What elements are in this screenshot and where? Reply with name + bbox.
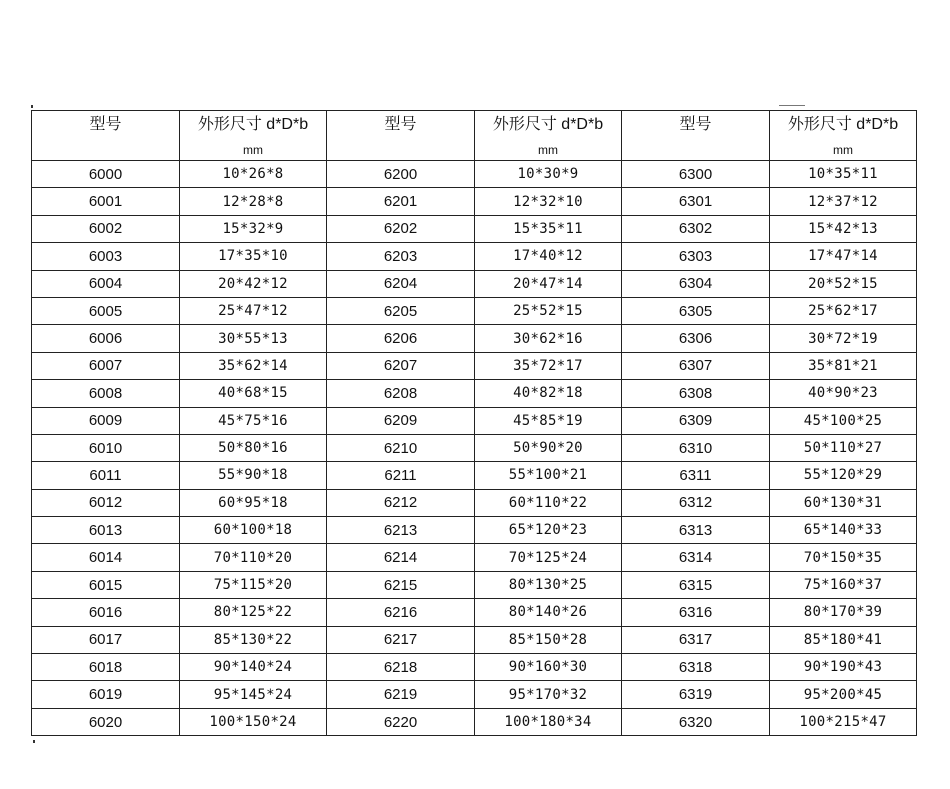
dimension-cell: 15*42*13 — [770, 215, 917, 242]
model-cell: 6307 — [622, 352, 770, 379]
model-cell: 6305 — [622, 297, 770, 324]
dimension-cell: 50*90*20 — [475, 434, 622, 461]
dimension-cell: 10*35*11 — [770, 161, 917, 188]
dimension-cell: 60*100*18 — [180, 517, 327, 544]
model-cell: 6217 — [327, 626, 475, 653]
model-cell: 6016 — [32, 599, 180, 626]
dimension-cell: 35*81*21 — [770, 352, 917, 379]
model-cell: 6309 — [622, 407, 770, 434]
dimension-cell: 40*82*18 — [475, 380, 622, 407]
dimension-cell: 100*215*47 — [770, 708, 917, 735]
dimension-cell: 65*120*23 — [475, 517, 622, 544]
table-row — [32, 681, 917, 708]
dimension-cell: 90*140*24 — [180, 654, 327, 681]
model-cell: 6301 — [622, 188, 770, 215]
dimension-cell: 20*47*14 — [475, 270, 622, 297]
table-row — [32, 489, 917, 516]
model-cell: 6008 — [32, 380, 180, 407]
dimension-cell: 12*32*10 — [475, 188, 622, 215]
table-row — [32, 270, 917, 297]
table-row — [32, 434, 917, 461]
model-cell: 6010 — [32, 434, 180, 461]
dimension-cell: 35*72*17 — [475, 352, 622, 379]
model-cell: 6205 — [327, 297, 475, 324]
table-row — [32, 626, 917, 653]
dimension-cell: 100*180*34 — [475, 708, 622, 735]
table-row — [32, 544, 917, 571]
unit-label: mm — [243, 143, 263, 157]
model-cell: 6214 — [327, 544, 475, 571]
dimension-cell: 75*115*20 — [180, 571, 327, 598]
model-cell: 6206 — [327, 325, 475, 352]
dimension-cell: 85*130*22 — [180, 626, 327, 653]
unit-label: mm — [833, 143, 853, 157]
model-cell: 6218 — [327, 654, 475, 681]
dimension-cell: 12*28*8 — [180, 188, 327, 215]
dimension-cell: 50*110*27 — [770, 434, 917, 461]
dimension-cell: 55*120*29 — [770, 462, 917, 489]
dimension-cell: 70*110*20 — [180, 544, 327, 571]
dimension-cell: 17*40*12 — [475, 243, 622, 270]
model-cell: 6000 — [32, 161, 180, 188]
table-row — [32, 708, 917, 735]
model-cell: 6302 — [622, 215, 770, 242]
model-cell: 6306 — [622, 325, 770, 352]
model-cell: 6219 — [327, 681, 475, 708]
dimension-cell: 100*150*24 — [180, 708, 327, 735]
model-cell: 6209 — [327, 407, 475, 434]
table-row — [32, 243, 917, 270]
dimension-cell: 85*150*28 — [475, 626, 622, 653]
dimension-cell: 55*100*21 — [475, 462, 622, 489]
dimension-cell: 25*52*15 — [475, 297, 622, 324]
table-row — [32, 297, 917, 324]
table-row — [32, 407, 917, 434]
model-cell: 6311 — [622, 462, 770, 489]
model-cell: 6001 — [32, 188, 180, 215]
model-cell: 6003 — [32, 243, 180, 270]
dimension-cell: 70*125*24 — [475, 544, 622, 571]
model-cell: 6006 — [32, 325, 180, 352]
table-row — [32, 215, 917, 242]
model-cell: 6316 — [622, 599, 770, 626]
dimension-cell: 90*160*30 — [475, 654, 622, 681]
dimension-cell: 60*110*22 — [475, 489, 622, 516]
table-row — [32, 352, 917, 379]
dimension-cell: 15*32*9 — [180, 215, 327, 242]
dimension-cell: 90*190*43 — [770, 654, 917, 681]
dimension-cell: 10*26*8 — [180, 161, 327, 188]
model-cell: 6208 — [327, 380, 475, 407]
model-cell: 6312 — [622, 489, 770, 516]
model-cell: 6308 — [622, 380, 770, 407]
dimension-cell: 85*180*41 — [770, 626, 917, 653]
dimension-cell: 25*47*12 — [180, 297, 327, 324]
dimension-cell: 35*62*14 — [180, 352, 327, 379]
dimension-cell: 65*140*33 — [770, 517, 917, 544]
dimension-cell: 40*90*23 — [770, 380, 917, 407]
unit-label: mm — [538, 143, 558, 157]
model-cell: 6216 — [327, 599, 475, 626]
dimension-cell: 60*95*18 — [180, 489, 327, 516]
dimension-cell: 12*37*12 — [770, 188, 917, 215]
model-header: 型号 — [327, 111, 475, 161]
model-cell: 6019 — [32, 681, 180, 708]
dimension-cell: 10*30*9 — [475, 161, 622, 188]
model-cell: 6017 — [32, 626, 180, 653]
dimension-cell: 30*72*19 — [770, 325, 917, 352]
model-cell: 6004 — [32, 270, 180, 297]
dimension-cell: 45*100*25 — [770, 407, 917, 434]
dimension-cell: 60*130*31 — [770, 489, 917, 516]
table-row — [32, 462, 917, 489]
model-cell: 6315 — [622, 571, 770, 598]
corner-mark-bottom — [33, 740, 35, 743]
model-cell: 6303 — [622, 243, 770, 270]
model-cell: 6212 — [327, 489, 475, 516]
dimension-cell: 15*35*11 — [475, 215, 622, 242]
header-row — [32, 111, 917, 161]
model-cell: 6220 — [327, 708, 475, 735]
model-cell: 6215 — [327, 571, 475, 598]
table-row — [32, 161, 917, 188]
dimension-cell: 45*75*16 — [180, 407, 327, 434]
table-row — [32, 188, 917, 215]
model-cell: 6213 — [327, 517, 475, 544]
dimension-cell: 20*52*15 — [770, 270, 917, 297]
model-cell: 6318 — [622, 654, 770, 681]
model-cell: 6005 — [32, 297, 180, 324]
dimension-cell: 80*170*39 — [770, 599, 917, 626]
corner-mark-left — [31, 105, 33, 108]
dimension-cell: 30*62*16 — [475, 325, 622, 352]
model-cell: 6011 — [32, 462, 180, 489]
model-cell: 6300 — [622, 161, 770, 188]
model-cell: 6210 — [327, 434, 475, 461]
model-cell: 6317 — [622, 626, 770, 653]
model-cell: 6009 — [32, 407, 180, 434]
dimension-cell: 45*85*19 — [475, 407, 622, 434]
dimension-cell: 80*125*22 — [180, 599, 327, 626]
model-header: 型号 — [32, 111, 180, 161]
model-cell: 6211 — [327, 462, 475, 489]
table-row — [32, 380, 917, 407]
model-cell: 6314 — [622, 544, 770, 571]
dimension-cell: 17*47*14 — [770, 243, 917, 270]
model-cell: 6204 — [327, 270, 475, 297]
model-cell: 6020 — [32, 708, 180, 735]
dimension-header: 外形尺寸 d*D*b mm — [475, 111, 622, 161]
model-cell: 6313 — [622, 517, 770, 544]
table-row — [32, 325, 917, 352]
dimension-cell: 80*130*25 — [475, 571, 622, 598]
model-cell: 6200 — [327, 161, 475, 188]
dimension-cell: 20*42*12 — [180, 270, 327, 297]
table-row — [32, 571, 917, 598]
model-cell: 6202 — [327, 215, 475, 242]
corner-mark-right — [779, 105, 805, 106]
dimension-header: 外形尺寸 d*D*b mm — [180, 111, 327, 161]
dimension-cell: 95*200*45 — [770, 681, 917, 708]
dimension-cell: 70*150*35 — [770, 544, 917, 571]
bearing-spec-table — [31, 110, 917, 736]
dimension-cell: 17*35*10 — [180, 243, 327, 270]
model-cell: 6014 — [32, 544, 180, 571]
model-cell: 6015 — [32, 571, 180, 598]
model-cell: 6201 — [327, 188, 475, 215]
model-cell: 6013 — [32, 517, 180, 544]
dimension-cell: 55*90*18 — [180, 462, 327, 489]
dimension-cell: 30*55*13 — [180, 325, 327, 352]
table-row — [32, 654, 917, 681]
model-cell: 6018 — [32, 654, 180, 681]
dimension-cell: 50*80*16 — [180, 434, 327, 461]
dimension-cell: 95*145*24 — [180, 681, 327, 708]
model-cell: 6203 — [327, 243, 475, 270]
dimension-cell: 80*140*26 — [475, 599, 622, 626]
model-cell: 6012 — [32, 489, 180, 516]
table-row — [32, 517, 917, 544]
model-cell: 6319 — [622, 681, 770, 708]
model-cell: 6304 — [622, 270, 770, 297]
dimension-cell: 95*170*32 — [475, 681, 622, 708]
dimension-cell: 25*62*17 — [770, 297, 917, 324]
model-cell: 6207 — [327, 352, 475, 379]
table-row — [32, 599, 917, 626]
model-header: 型号 — [622, 111, 770, 161]
dimension-cell: 75*160*37 — [770, 571, 917, 598]
model-cell: 6320 — [622, 708, 770, 735]
model-cell: 6007 — [32, 352, 180, 379]
model-cell: 6310 — [622, 434, 770, 461]
dimension-cell: 40*68*15 — [180, 380, 327, 407]
model-cell: 6002 — [32, 215, 180, 242]
dimension-header: 外形尺寸 d*D*b mm — [770, 111, 917, 161]
